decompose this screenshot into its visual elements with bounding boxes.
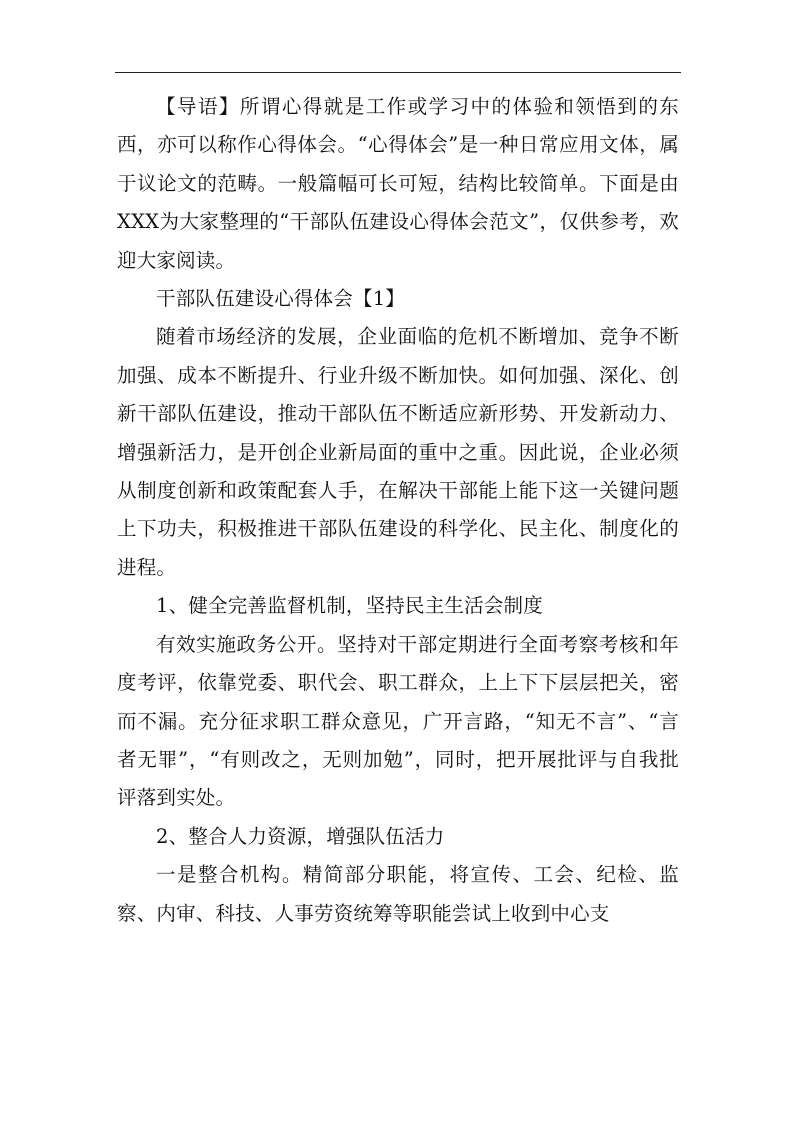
section-heading: 1、健全完善监督机制，坚持民主生活会制度 [156, 594, 543, 618]
section-heading: 2、整合人力资源，增强队伍活力 [156, 824, 445, 848]
body-paragraph: 一是整合机构。精简部分职能，将宣传、工会、纪检、监察、内审、科技、人事劳资统筹等职能尝试上收到中心支 [117, 863, 679, 925]
document-body [117, 88, 679, 933]
intro-paragraph: 【导语】所谓心得就是工作或学习中的体验和领悟到的东西，亦可以称作心得体会。“心得体会”是一种日常应用文体，属于议论文的范畴。一般篇幅可长可短，结构比较简单。下面是由XXX为大家整理的“干部队伍建设心得体会范文”，仅供参考，欢迎大家阅读。 [117, 95, 679, 272]
header-rule [115, 72, 681, 73]
body-paragraph: 有效实施政务公开。坚持对干部定期进行全面考察考核和年度考评，依靠党委、职代会、职工群众，上上下下层层把关，密而不漏。充分征求职工群众意见，广开言路，“知无不言”、“言者无罪”，“有则改之，无则加勉”，同时，把开展批评与自我批评落到实处。 [117, 632, 679, 810]
body-paragraph: 随着市场经济的发展，企业面临的危机不断增加、竞争不断加强、成本不断提升、行业升级不断加快。如何加强、深化、创新干部队伍建设，推动干部队伍不断适应新形势、开发新动力、增强新活力，是开创企业新局面的重中之重。因此说，企业必须从制度创新和政策配套人手，在解决干部能上能下这一关键问题上下功夫，积极推进干部队伍建设的科学化、民主化、制度化的进程。 [117, 325, 679, 579]
article-title: 干部队伍建设心得体会【1】 [156, 287, 406, 311]
